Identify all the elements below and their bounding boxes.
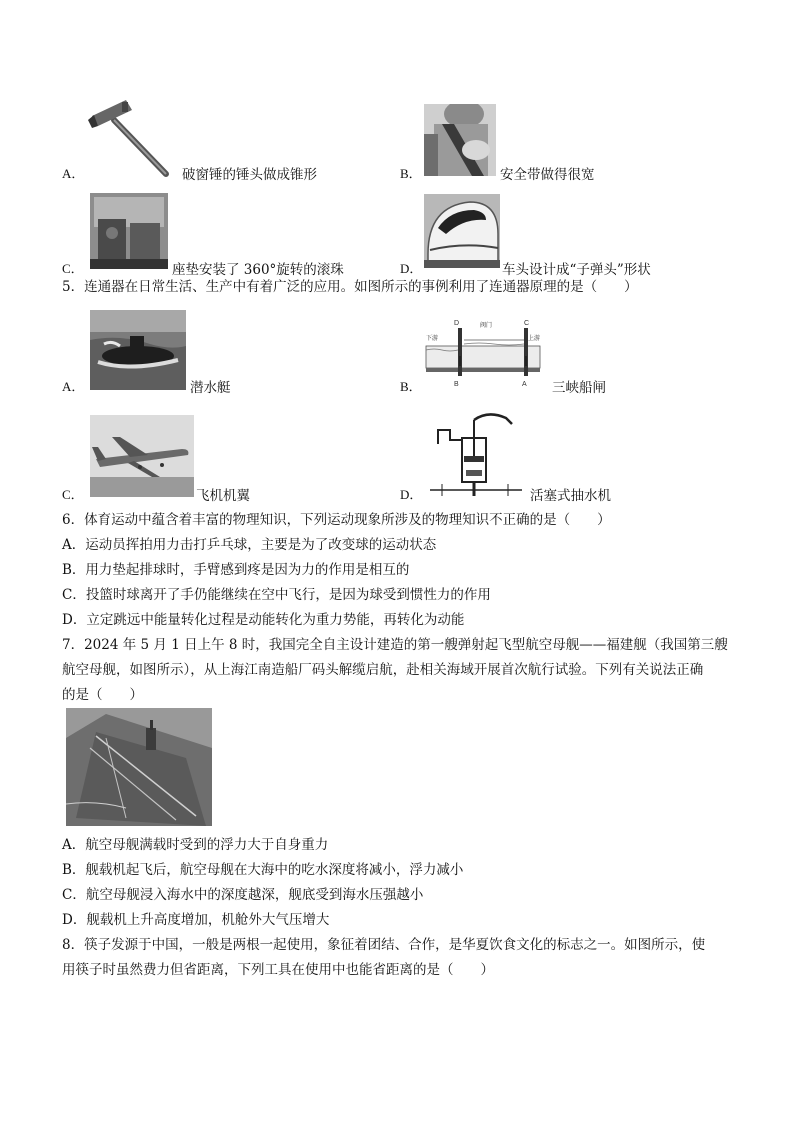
q5-option-c-text: 飞机机翼 bbox=[196, 488, 250, 504]
q7-option-b: B．舰载机起飞后，航空母舰在大海中的吃水深度将减小，浮力减小 bbox=[62, 862, 464, 878]
lock-label-c: C bbox=[524, 320, 530, 327]
q6-option-a: A．运动员挥拍用力击打乒乓球，主要是为了改变球的运动状态 bbox=[62, 537, 437, 553]
q5-option-c-letter: C． bbox=[62, 487, 84, 502]
ship-lock-diagram bbox=[424, 316, 542, 388]
q4-option-b-text: 安全带做得很宽 bbox=[500, 167, 595, 183]
q6-option-d: D．立定跳远中能量转化过程是动能转化为重力势能，再转化为动能 bbox=[62, 612, 465, 628]
q8-stem-line-2: 用筷子时虽然费力但省距离，下列工具在使用中也能省距离的是（ ） bbox=[62, 962, 494, 978]
q5-option-d-text: 活塞式抽水机 bbox=[530, 488, 611, 504]
q5-option-b-letter: B． bbox=[400, 379, 422, 394]
seatbelt-photo bbox=[424, 104, 496, 176]
q7-option-d: D．舰载机上升高度增加，机舱外大气压增大 bbox=[62, 912, 330, 928]
hammer-icon bbox=[86, 98, 176, 180]
q7-stem-line-2: 航空母舰，如图所示），从上海江南造船厂码头解缆启航，赴相关海域开展首次航行试验。下列有关说法正确 bbox=[62, 662, 704, 678]
q6-option-c: C．投篮时球离开了手仍能继续在空中飞行，是因为球受到惯性力的作用 bbox=[62, 587, 491, 603]
q7-option-c: C．航空母舰浸入海水中的深度越深，舰底受到海水压强越小 bbox=[62, 887, 424, 903]
aircraft-carrier-photo bbox=[66, 708, 212, 826]
q4-option-b-letter: B． bbox=[400, 166, 422, 181]
airplane-photo bbox=[90, 415, 194, 497]
q7-option-a: A．航空母舰满载时受到的浮力大于自身重力 bbox=[62, 837, 329, 853]
q4-option-c-text: 座垫安装了 360°旋转的滚珠 bbox=[172, 262, 344, 278]
q4-option-d-letter: D． bbox=[400, 261, 423, 276]
q8-stem-line-1: 8．筷子发源于中国，一般是两根一起使用，象征着团结、合作，是华夏饮食文化的标志之一。如图所示，使 bbox=[62, 937, 706, 953]
bullet-train-photo bbox=[424, 194, 500, 268]
q5-option-b-text: 三峡船闸 bbox=[552, 380, 606, 396]
q4-option-a-text: 破窗锤的锤头做成锥形 bbox=[182, 167, 317, 183]
lock-label-b: B bbox=[454, 381, 459, 388]
lock-label-up: 上游 bbox=[528, 336, 541, 342]
q4-option-d-text: 车头设计成“子弹头”形状 bbox=[502, 262, 651, 278]
seat-photo bbox=[90, 193, 168, 269]
q5-stem: 5．连通器在日常生活、生产中有着广泛的应用。如图所示的事例利用了连通器原理的是（ ） bbox=[62, 279, 638, 295]
submarine-photo bbox=[90, 310, 186, 390]
piston-pump-diagram bbox=[428, 410, 524, 498]
q4-option-c-letter: C． bbox=[62, 261, 84, 276]
q6-stem: 6．体育运动中蕴含着丰富的物理知识，下列运动现象所涉及的物理知识不正确的是（ ） bbox=[62, 512, 611, 528]
lock-label-down: 下游 bbox=[426, 336, 439, 342]
lock-label-gate: 阀门 bbox=[480, 323, 493, 329]
q7-stem-line-3: 的是（ ） bbox=[62, 687, 143, 703]
q6-option-b: B．用力垫起排球时，手臂感到疼是因为力的作用是相互的 bbox=[62, 562, 410, 578]
q7-stem-line-1: 7．2024 年 5 月 1 日上午 8 时，我国完全自主设计建造的第一艘弹射起飞型航空母舰——福建舰（我国第三艘 bbox=[62, 637, 728, 653]
q5-option-a-letter: A． bbox=[62, 379, 85, 394]
q5-option-a-text: 潜水艇 bbox=[190, 380, 231, 396]
q5-option-d-letter: D． bbox=[400, 487, 423, 502]
lock-label-a: A bbox=[522, 381, 527, 388]
lock-label-d: D bbox=[454, 320, 460, 327]
q4-option-a-letter: A． bbox=[62, 166, 85, 181]
